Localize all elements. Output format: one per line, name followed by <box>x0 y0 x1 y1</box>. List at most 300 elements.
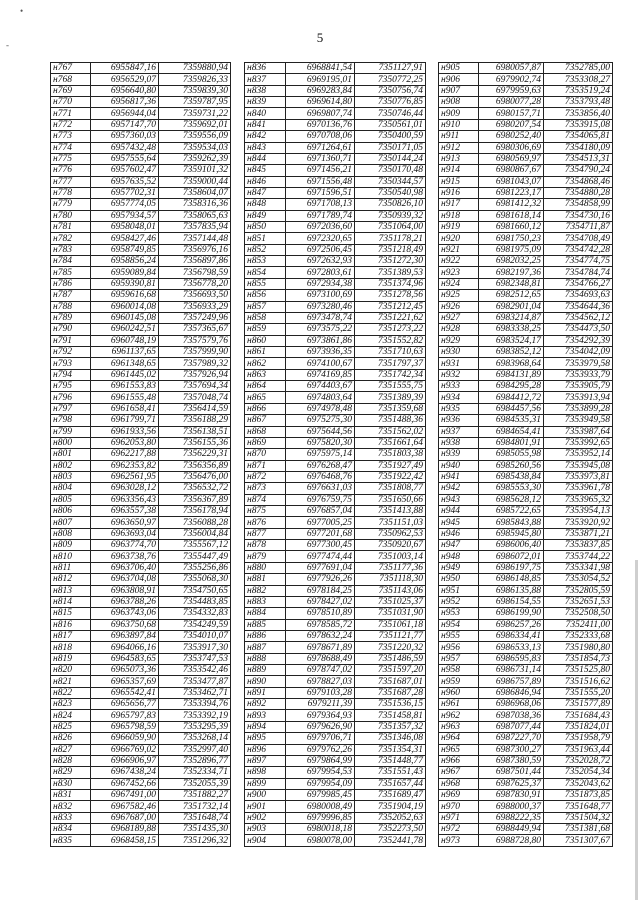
point-id-cell: н943 <box>439 494 479 505</box>
table-row <box>51 699 231 710</box>
point-id-cell: н843 <box>245 142 286 153</box>
x-coordinate-cell: 6958749,85 <box>91 244 159 255</box>
x-coordinate-cell: 6986846,94 <box>479 687 544 698</box>
y-coordinate-cell: 7351552,82 <box>355 335 426 346</box>
point-id-cell: н836 <box>245 63 286 74</box>
y-coordinate-cell: 7353965,32 <box>544 494 613 505</box>
x-coordinate-cell: 6970136,76 <box>286 119 355 130</box>
y-coordinate-cell: 7356367,89 <box>159 494 231 505</box>
y-coordinate-cell: 7351504,32 <box>544 812 613 823</box>
x-coordinate-cell: 6978184,25 <box>286 585 355 596</box>
x-coordinate-cell: 6975975,14 <box>286 449 355 460</box>
point-id-cell: н904 <box>245 835 286 846</box>
y-coordinate-cell: 7353392,19 <box>159 710 231 721</box>
y-coordinate-cell: 7353979,58 <box>544 358 613 369</box>
point-id-cell: н833 <box>51 812 91 823</box>
x-coordinate-cell: 6957774,05 <box>91 199 159 210</box>
point-id-cell: н879 <box>245 551 286 562</box>
table-row <box>245 653 426 664</box>
coordinate-table-3 <box>438 62 613 847</box>
y-coordinate-cell: 7357926,94 <box>159 369 231 380</box>
x-coordinate-cell: 6978688,49 <box>286 653 355 664</box>
x-coordinate-cell: 6973280,46 <box>286 301 355 312</box>
table-row <box>439 210 613 221</box>
y-coordinate-cell: 7351413,88 <box>355 506 426 517</box>
y-coordinate-cell: 7351742,34 <box>355 369 426 380</box>
point-id-cell: н947 <box>439 540 479 551</box>
table-row <box>245 676 426 687</box>
table-row <box>439 381 613 392</box>
x-coordinate-cell: 6978827,03 <box>286 676 355 687</box>
table-row <box>245 222 426 233</box>
table-row <box>51 801 231 812</box>
y-coordinate-cell: 7355567,12 <box>159 540 231 551</box>
y-coordinate-cell: 7351516,62 <box>544 676 613 687</box>
y-coordinate-cell: 7353915,08 <box>544 119 613 130</box>
point-id-cell: н905 <box>439 63 479 74</box>
table-row <box>245 460 426 471</box>
table-row <box>439 721 613 732</box>
point-id-cell: н834 <box>51 824 91 835</box>
table-row <box>245 687 426 698</box>
y-coordinate-cell: 7351143,06 <box>355 585 426 596</box>
x-coordinate-cell: 6957702,31 <box>91 187 159 198</box>
y-coordinate-cell: 7356532,72 <box>159 483 231 494</box>
x-coordinate-cell: 6956944,04 <box>91 108 159 119</box>
point-id-cell: н854 <box>245 267 286 278</box>
y-coordinate-cell: 7350344,57 <box>355 176 426 187</box>
y-coordinate-cell: 7351648,77 <box>544 801 613 812</box>
point-id-cell: н878 <box>245 540 286 551</box>
point-id-cell: н852 <box>245 244 286 255</box>
point-id-cell: н767 <box>51 63 91 74</box>
x-coordinate-cell: 6961933,56 <box>91 426 159 437</box>
table-row <box>439 551 613 562</box>
x-coordinate-cell: 6987077,44 <box>479 721 544 732</box>
x-coordinate-cell: 6982512,65 <box>479 290 544 301</box>
x-coordinate-cell: 6978632,24 <box>286 630 355 641</box>
table-row <box>439 562 613 573</box>
table-row <box>51 460 231 471</box>
table-row <box>439 153 613 164</box>
point-id-cell: н814 <box>51 596 91 607</box>
y-coordinate-cell: 7353987,64 <box>544 426 613 437</box>
table-row <box>245 506 426 517</box>
table-row <box>245 256 426 267</box>
point-id-cell: н891 <box>245 687 286 698</box>
point-id-cell: н915 <box>439 176 479 187</box>
y-coordinate-cell: 7358316,36 <box>159 199 231 210</box>
table-row <box>51 267 231 278</box>
table-row <box>439 744 613 755</box>
point-id-cell: н784 <box>51 256 91 267</box>
x-coordinate-cell: 6979985,45 <box>286 790 355 801</box>
x-coordinate-cell: 6956640,80 <box>91 85 159 96</box>
point-id-cell: н941 <box>439 471 479 482</box>
table-row <box>51 619 231 630</box>
x-coordinate-cell: 6979902,74 <box>479 74 544 85</box>
point-id-cell: н948 <box>439 551 479 562</box>
y-coordinate-cell: 7352334,71 <box>159 767 231 778</box>
point-id-cell: н907 <box>439 85 479 96</box>
point-id-cell: н920 <box>439 233 479 244</box>
y-coordinate-cell: 7354010,07 <box>159 630 231 641</box>
y-coordinate-cell: 7351118,30 <box>355 574 426 585</box>
x-coordinate-cell: 6986334,41 <box>479 630 544 641</box>
table-row <box>51 415 231 426</box>
x-coordinate-cell: 6984654,41 <box>479 426 544 437</box>
point-id-cell: н810 <box>51 551 91 562</box>
y-coordinate-cell: 7355256,86 <box>159 562 231 573</box>
table-row <box>245 358 426 369</box>
x-coordinate-cell: 6971789,74 <box>286 210 355 221</box>
point-id-cell: н881 <box>245 574 286 585</box>
table-row <box>245 74 426 85</box>
point-id-cell: н962 <box>439 710 479 721</box>
y-coordinate-cell: 7352043,62 <box>544 778 613 789</box>
y-coordinate-cell: 7351927,49 <box>355 460 426 471</box>
y-coordinate-cell: 7354750,65 <box>159 585 231 596</box>
table-row <box>245 517 426 528</box>
x-coordinate-cell: 6963738,76 <box>91 551 159 562</box>
table-row <box>439 437 613 448</box>
table-row <box>245 199 426 210</box>
y-coordinate-cell: 7351221,62 <box>355 312 426 323</box>
y-coordinate-cell: 7351435,30 <box>159 824 231 835</box>
point-id-cell: н926 <box>439 301 479 312</box>
x-coordinate-cell: 6971264,61 <box>286 142 355 153</box>
x-coordinate-cell: 6981975,09 <box>479 244 544 255</box>
y-coordinate-cell: 7351597,20 <box>355 665 426 676</box>
table-row <box>51 710 231 721</box>
table-row <box>439 687 613 698</box>
point-id-cell: н825 <box>51 721 91 732</box>
point-id-cell: н794 <box>51 369 91 380</box>
point-id-cell: н936 <box>439 415 479 426</box>
x-coordinate-cell: 6985945,80 <box>479 528 544 539</box>
point-id-cell: н883 <box>245 596 286 607</box>
x-coordinate-cell: 6971596,51 <box>286 187 355 198</box>
point-id-cell: н840 <box>245 108 286 119</box>
table-row <box>439 85 613 96</box>
x-coordinate-cell: 6963557,38 <box>91 506 159 517</box>
x-coordinate-cell: 6988449,94 <box>479 824 544 835</box>
x-coordinate-cell: 6974978,48 <box>286 403 355 414</box>
point-id-cell: н875 <box>245 506 286 517</box>
x-coordinate-cell: 6977300,45 <box>286 540 355 551</box>
table-row <box>439 369 613 380</box>
y-coordinate-cell: 7359839,30 <box>159 85 231 96</box>
point-id-cell: н847 <box>245 187 286 198</box>
y-coordinate-cell: 7352273,50 <box>355 824 426 835</box>
table-row <box>245 710 426 721</box>
point-id-cell: н965 <box>439 744 479 755</box>
y-coordinate-cell: 7351381,68 <box>544 824 613 835</box>
table-row <box>439 574 613 585</box>
point-id-cell: н781 <box>51 222 91 233</box>
y-coordinate-cell: 7350561,01 <box>355 119 426 130</box>
table-row <box>439 176 613 187</box>
y-coordinate-cell: 7354042,09 <box>544 346 613 357</box>
table-row <box>245 85 426 96</box>
x-coordinate-cell: 6978585,72 <box>286 619 355 630</box>
point-id-cell: н819 <box>51 653 91 664</box>
table-row <box>439 540 613 551</box>
x-coordinate-cell: 6957602,47 <box>91 165 159 176</box>
table-row <box>439 733 613 744</box>
x-coordinate-cell: 6975644,56 <box>286 426 355 437</box>
x-coordinate-cell: 6967452,66 <box>91 778 159 789</box>
x-coordinate-cell: 6961553,83 <box>91 381 159 392</box>
y-coordinate-cell: 7350144,24 <box>355 153 426 164</box>
point-id-cell: н795 <box>51 381 91 392</box>
y-coordinate-cell: 7351296,32 <box>159 835 231 846</box>
y-coordinate-cell: 7351307,67 <box>544 835 613 846</box>
x-coordinate-cell: 6960242,51 <box>91 324 159 335</box>
y-coordinate-cell: 7351904,19 <box>355 801 426 812</box>
table-row <box>245 187 426 198</box>
y-coordinate-cell: 7354880,28 <box>544 187 613 198</box>
y-coordinate-cell: 7356414,59 <box>159 403 231 414</box>
point-id-cell: н786 <box>51 278 91 289</box>
x-coordinate-cell: 6964583,65 <box>91 653 159 664</box>
table-row <box>439 358 613 369</box>
point-id-cell: н927 <box>439 312 479 323</box>
x-coordinate-cell: 6958048,01 <box>91 222 159 233</box>
y-coordinate-cell: 7353992,65 <box>544 437 613 448</box>
point-id-cell: н775 <box>51 153 91 164</box>
table-row <box>245 278 426 289</box>
point-id-cell: н783 <box>51 244 91 255</box>
table-row <box>51 812 231 823</box>
point-id-cell: н897 <box>245 755 286 766</box>
y-coordinate-cell: 7354513,31 <box>544 153 613 164</box>
x-coordinate-cell: 6981660,12 <box>479 222 544 233</box>
table-row <box>51 835 231 846</box>
table-row <box>51 824 231 835</box>
y-coordinate-cell: 7359262,39 <box>159 153 231 164</box>
point-id-cell: н793 <box>51 358 91 369</box>
table-row <box>439 142 613 153</box>
y-coordinate-cell: 7351650,66 <box>355 494 426 505</box>
y-coordinate-cell: 7351064,00 <box>355 222 426 233</box>
point-id-cell: н912 <box>439 142 479 153</box>
table-row <box>439 267 613 278</box>
x-coordinate-cell: 6973100,69 <box>286 290 355 301</box>
table-row <box>51 585 231 596</box>
table-row <box>51 403 231 414</box>
table-row <box>51 642 231 653</box>
point-id-cell: н922 <box>439 256 479 267</box>
y-coordinate-cell: 7351178,21 <box>355 233 426 244</box>
point-id-cell: н815 <box>51 608 91 619</box>
point-id-cell: н901 <box>245 801 286 812</box>
x-coordinate-cell: 6965797,83 <box>91 710 159 721</box>
x-coordinate-cell: 6987380,59 <box>479 755 544 766</box>
point-id-cell: н863 <box>245 369 286 380</box>
point-id-cell: н886 <box>245 630 286 641</box>
point-id-cell: н856 <box>245 290 286 301</box>
x-coordinate-cell: 6977474,44 <box>286 551 355 562</box>
x-coordinate-cell: 6972934,38 <box>286 278 355 289</box>
table-row <box>245 619 426 630</box>
table-row <box>245 97 426 108</box>
x-coordinate-cell: 6986135,88 <box>479 585 544 596</box>
x-coordinate-cell: 6981618,14 <box>479 210 544 221</box>
table-row <box>245 835 426 846</box>
y-coordinate-cell: 7354790,24 <box>544 165 613 176</box>
y-coordinate-cell: 7350540,98 <box>355 187 426 198</box>
table-row <box>51 506 231 517</box>
y-coordinate-cell: 7353913,94 <box>544 392 613 403</box>
y-coordinate-cell: 7356178,94 <box>159 506 231 517</box>
y-coordinate-cell: 7351003,14 <box>355 551 426 562</box>
table-row <box>51 574 231 585</box>
x-coordinate-cell: 6979864,99 <box>286 755 355 766</box>
table-row <box>51 131 231 142</box>
x-coordinate-cell: 6977926,26 <box>286 574 355 585</box>
table-row <box>245 312 426 323</box>
y-coordinate-cell: 7357579,76 <box>159 335 231 346</box>
table-row <box>51 449 231 460</box>
point-id-cell: н846 <box>245 176 286 187</box>
point-id-cell: н918 <box>439 210 479 221</box>
x-coordinate-cell: 6983524,17 <box>479 335 544 346</box>
coordinate-table-2 <box>244 62 426 847</box>
y-coordinate-cell: 7353341,98 <box>544 562 613 573</box>
y-coordinate-cell: 7351278,56 <box>355 290 426 301</box>
point-id-cell: н792 <box>51 346 91 357</box>
table-row <box>439 835 613 846</box>
y-coordinate-cell: 7353268,14 <box>159 733 231 744</box>
x-coordinate-cell: 6985628,12 <box>479 494 544 505</box>
y-coordinate-cell: 7352896,77 <box>159 755 231 766</box>
y-coordinate-cell: 7353871,21 <box>544 528 613 539</box>
point-id-cell: н942 <box>439 483 479 494</box>
x-coordinate-cell: 6977201,68 <box>286 528 355 539</box>
y-coordinate-cell: 7354742,28 <box>544 244 613 255</box>
table-row <box>51 358 231 369</box>
x-coordinate-cell: 6980569,97 <box>479 153 544 164</box>
y-coordinate-cell: 7354644,36 <box>544 301 613 312</box>
point-id-cell: н925 <box>439 290 479 301</box>
y-coordinate-cell: 7351488,36 <box>355 415 426 426</box>
table-row <box>439 301 613 312</box>
point-id-cell: н924 <box>439 278 479 289</box>
table-row <box>439 506 613 517</box>
x-coordinate-cell: 6973861,86 <box>286 335 355 346</box>
table-row <box>245 471 426 482</box>
x-coordinate-cell: 6960748,19 <box>91 335 159 346</box>
table-row <box>245 744 426 755</box>
point-id-cell: н867 <box>245 415 286 426</box>
table-row <box>245 596 426 607</box>
y-coordinate-cell: 7354065,81 <box>544 131 613 142</box>
point-id-cell: н839 <box>245 97 286 108</box>
y-coordinate-cell: 7351218,49 <box>355 244 426 255</box>
table-row <box>439 415 613 426</box>
point-id-cell: н911 <box>439 131 479 142</box>
x-coordinate-cell: 6963743,06 <box>91 608 159 619</box>
x-coordinate-cell: 6979959,63 <box>479 85 544 96</box>
point-id-cell: н969 <box>439 790 479 801</box>
table-row <box>245 426 426 437</box>
point-id-cell: н970 <box>439 801 479 812</box>
point-id-cell: н894 <box>245 721 286 732</box>
table-row <box>439 233 613 244</box>
point-id-cell: н820 <box>51 665 91 676</box>
point-id-cell: н858 <box>245 312 286 323</box>
point-id-cell: н864 <box>245 381 286 392</box>
table-row <box>51 540 231 551</box>
point-id-cell: н964 <box>439 733 479 744</box>
x-coordinate-cell: 6969614,80 <box>286 97 355 108</box>
point-id-cell: н973 <box>439 835 479 846</box>
x-coordinate-cell: 6980077,28 <box>479 97 544 108</box>
point-id-cell: н880 <box>245 562 286 573</box>
table-row <box>439 403 613 414</box>
table-row <box>51 596 231 607</box>
point-id-cell: н929 <box>439 335 479 346</box>
table-row <box>51 755 231 766</box>
x-coordinate-cell: 6982032,25 <box>479 256 544 267</box>
table-row <box>51 199 231 210</box>
x-coordinate-cell: 6963808,91 <box>91 585 159 596</box>
x-coordinate-cell: 6984535,31 <box>479 415 544 426</box>
point-id-cell: н917 <box>439 199 479 210</box>
point-id-cell: н889 <box>245 665 286 676</box>
x-coordinate-cell: 6985055,98 <box>479 449 544 460</box>
x-coordinate-cell: 6961445,02 <box>91 369 159 380</box>
point-id-cell: н797 <box>51 403 91 414</box>
y-coordinate-cell: 7357999,90 <box>159 346 231 357</box>
point-id-cell: н934 <box>439 392 479 403</box>
point-id-cell: н859 <box>245 324 286 335</box>
table-row <box>245 108 426 119</box>
point-id-cell: н873 <box>245 483 286 494</box>
x-coordinate-cell: 6963706,40 <box>91 562 159 573</box>
x-coordinate-cell: 6962561,95 <box>91 471 159 482</box>
x-coordinate-cell: 6972803,61 <box>286 267 355 278</box>
x-coordinate-cell: 6986199,90 <box>479 608 544 619</box>
table-row <box>245 778 426 789</box>
y-coordinate-cell: 7351555,20 <box>544 687 613 698</box>
x-coordinate-cell: 6980157,71 <box>479 108 544 119</box>
point-id-cell: н862 <box>245 358 286 369</box>
table-row <box>51 301 231 312</box>
x-coordinate-cell: 6957432,48 <box>91 142 159 153</box>
y-coordinate-cell: 7359000,44 <box>159 176 231 187</box>
table-row <box>245 494 426 505</box>
point-id-cell: н939 <box>439 449 479 460</box>
y-coordinate-cell: 7354730,16 <box>544 210 613 221</box>
x-coordinate-cell: 6969195,01 <box>286 74 355 85</box>
point-id-cell: н884 <box>245 608 286 619</box>
point-id-cell: н855 <box>245 278 286 289</box>
point-id-cell: н940 <box>439 460 479 471</box>
point-id-cell: н959 <box>439 676 479 687</box>
y-coordinate-cell: 7356356,89 <box>159 460 231 471</box>
y-coordinate-cell: 7350826,10 <box>355 199 426 210</box>
y-coordinate-cell: 7356088,28 <box>159 517 231 528</box>
y-coordinate-cell: 7351648,74 <box>159 812 231 823</box>
table-row <box>51 346 231 357</box>
x-coordinate-cell: 6966059,90 <box>91 733 159 744</box>
point-id-cell: н823 <box>51 699 91 710</box>
table-row <box>439 642 613 653</box>
table-row <box>439 119 613 130</box>
x-coordinate-cell: 6986072,01 <box>479 551 544 562</box>
